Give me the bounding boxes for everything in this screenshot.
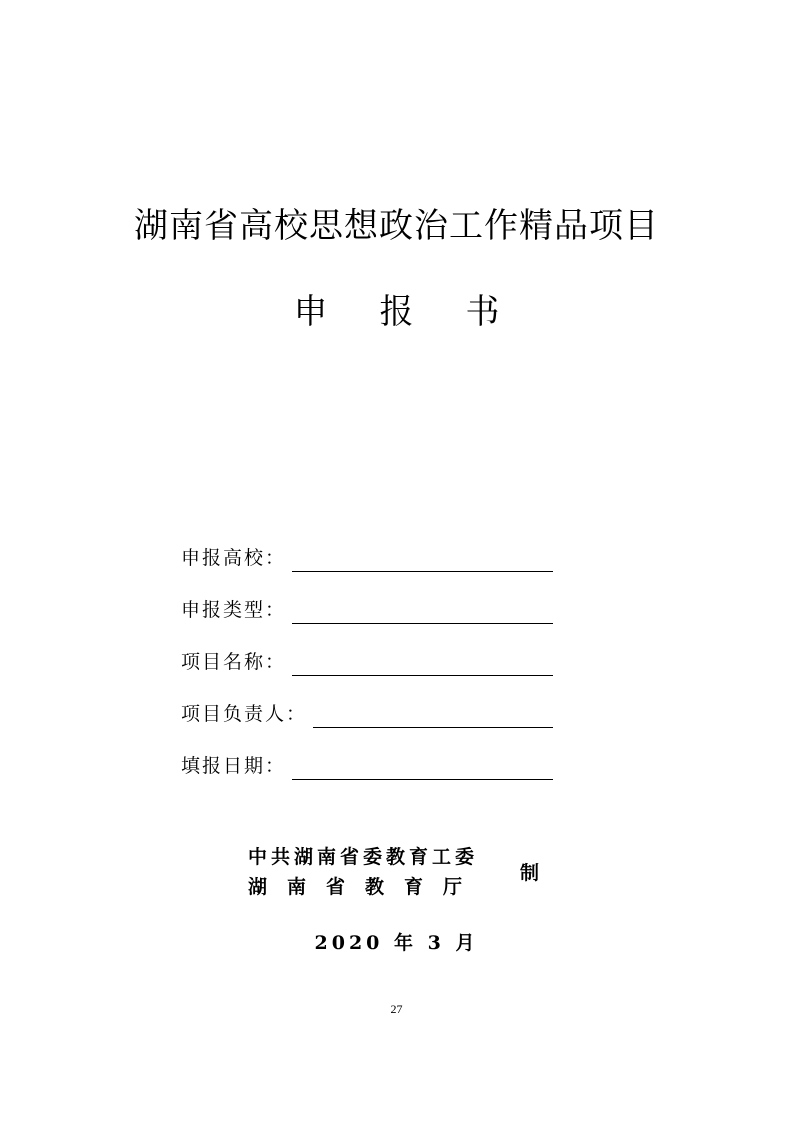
form-row-school [181,522,561,574]
form-row-project-name [181,626,561,678]
document-title: 湖南省高校思想政治工作精品项目 [134,206,659,246]
form-label-fill-date: 填报日期： [181,755,287,777]
page-number: 27 [390,1002,403,1016]
form-field-project-name [292,653,553,676]
issuer-suffix: 制 [520,862,540,884]
application-form [181,522,561,782]
form-row-fill-date [181,730,561,782]
document-subtitle: 申报书 [293,292,552,332]
form-label-school: 申报高校： [181,547,287,569]
form-label-type: 申报类型： [181,599,287,621]
issuer-line-2: 湖南省教育厅 [248,876,483,898]
form-row-project-leader [181,678,561,730]
form-row-type [181,574,561,626]
form-label-project-leader: 项目负责人： [181,703,308,725]
document-date: 2020 年 3 月 [314,932,479,954]
form-field-school [292,549,553,572]
form-label-project-name: 项目名称： [181,651,287,673]
form-field-fill-date [292,757,553,780]
form-field-type [292,601,553,624]
form-field-project-leader [313,705,553,728]
issuer-line-1: 中共湖南省委教育工委 [248,846,479,868]
